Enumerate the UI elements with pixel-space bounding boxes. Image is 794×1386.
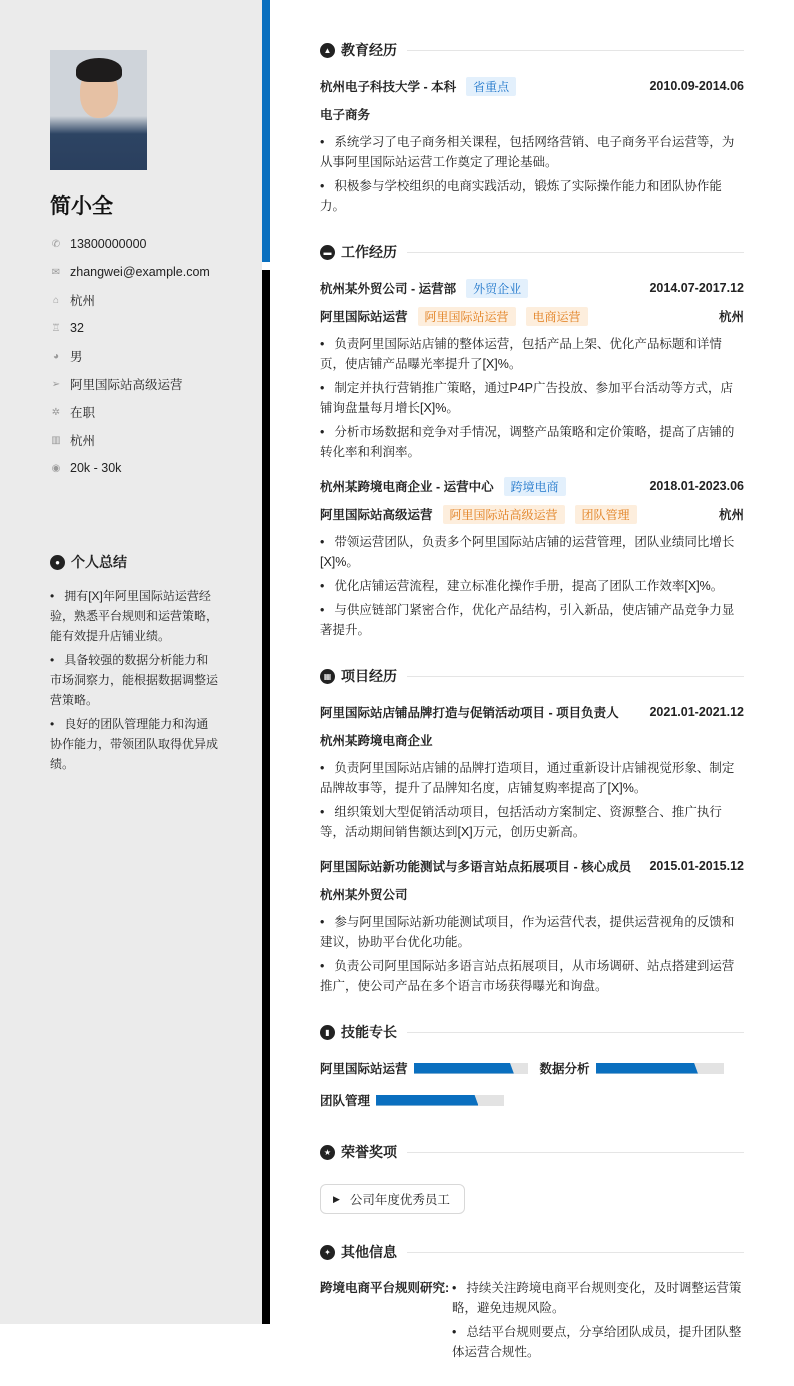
bullet: • — [452, 1281, 457, 1295]
header-divider — [407, 1252, 744, 1253]
info-text: zhangwei@example.com — [70, 265, 210, 279]
award-item[interactable] — [320, 1184, 465, 1214]
phone-icon: ✆ — [51, 238, 61, 250]
skill-bar — [414, 1063, 528, 1074]
list-item — [452, 1322, 744, 1362]
item-text: 制定并执行营销推广策略，通过P4P广告投放、参加平台活动等方式，店铺询盘量每月增长[X]%。 — [320, 381, 734, 415]
section-title: 教育经历 — [341, 42, 397, 58]
bullet: • — [320, 761, 325, 775]
graduation-cap-icon: ▲ — [320, 43, 335, 58]
info-text: 阿里国际站高级运营 — [70, 378, 183, 392]
header-divider — [407, 252, 744, 253]
entry-date: 2015.01-2015.12 — [649, 859, 744, 873]
entry-subtitle: 阿里国际站高级运营 — [320, 508, 433, 522]
section-other — [320, 1242, 744, 1366]
header-divider — [407, 676, 744, 677]
info-row — [50, 230, 210, 258]
section-skills — [320, 1022, 744, 1122]
list-item — [320, 176, 744, 216]
entry-subtag: 阿里国际站运营 — [418, 307, 516, 326]
bullet: • — [320, 381, 325, 395]
building-icon: ▥ — [51, 434, 61, 446]
section-header — [320, 1022, 744, 1042]
header-divider — [407, 1152, 744, 1153]
list-item — [452, 1278, 744, 1318]
section-title: 工作经历 — [341, 244, 397, 260]
info-row — [50, 286, 210, 314]
section-header — [320, 666, 744, 686]
list-item — [320, 334, 744, 374]
entry-location: 杭州 — [718, 508, 744, 522]
entry — [320, 278, 744, 462]
list-item — [320, 912, 744, 952]
section-education — [320, 40, 744, 216]
item-text: 带领运营团队，负责多个阿里国际站店铺的运营管理，团队业绩同比增长[X]%。 — [320, 535, 735, 569]
entry-title-row — [320, 76, 744, 96]
entry-subtitle: 杭州某跨境电商企业 — [320, 734, 433, 748]
info-text: 杭州 — [70, 434, 96, 448]
summary-text: 具备较强的数据分析能力和市场洞察力，能根据数据调整运营策略。 — [50, 653, 219, 707]
list-item — [320, 378, 744, 418]
skill-fill — [596, 1063, 698, 1074]
entry-title-row — [320, 856, 744, 876]
item-text: 负责公司阿里国际站多语言站点拓展项目，从市场调研、站点搭建到运营推广，使公司产品在多个语言市场获得曝光和询盘。 — [320, 959, 735, 993]
other-value — [452, 1278, 744, 1366]
item-text: 优化店铺运营流程，建立标准化操作手册，提高了团队工作效率[X]%。 — [334, 579, 724, 593]
entry-tag: 跨境电商 — [504, 477, 566, 496]
summary-text: 拥有[X]年阿里国际站运营经验，熟悉平台规则和运营策略，能有效提升店铺业绩。 — [50, 589, 219, 643]
info-text: 杭州 — [70, 294, 96, 308]
list-item — [320, 600, 744, 640]
entry-sub-row — [320, 306, 744, 326]
skill-fill — [414, 1063, 514, 1074]
accent-strip — [262, 0, 270, 262]
entry-title: 杭州某跨境电商企业 - 运营中心 — [320, 480, 494, 494]
user-icon: ● — [50, 555, 65, 570]
gender-icon: ◕ — [52, 350, 60, 362]
skill-name: 阿里国际站运营 — [320, 1062, 408, 1076]
send-icon: ➢ — [51, 378, 61, 390]
play-icon: ▶ — [333, 1193, 340, 1204]
item-text: 分析市场数据和竞争对手情况，调整产品策略和定价策略，提高了店铺的转化率和利润率。 — [320, 425, 735, 459]
entry-subtitle: 杭州某外贸公司 — [320, 888, 408, 902]
entry-tag: 外贸企业 — [466, 279, 528, 298]
section-work — [320, 242, 744, 640]
entry — [320, 476, 744, 640]
bullet: • — [320, 805, 325, 819]
entry-sub-row — [320, 730, 744, 750]
home-icon: ⌂ — [52, 294, 60, 306]
item-text: 总结平台规则要点，分享给团队成员，提升团队整体运营合规性。 — [452, 1325, 742, 1359]
bullet: • — [320, 337, 325, 351]
grid-icon: ▦ — [320, 669, 335, 684]
item-text: 参与阿里国际站新功能测试项目，作为运营代表，提供运营视角的反馈和建议，协助平台优化功能。 — [320, 915, 735, 949]
bullet: • — [320, 179, 325, 193]
main-content — [320, 40, 744, 1386]
entry — [320, 856, 744, 996]
bullet: • — [320, 535, 325, 549]
divider-strip — [262, 270, 270, 1324]
item-text: 与供应链部门紧密合作，优化产品结构，引入新品，使店铺产品竞争力显著提升。 — [320, 603, 735, 637]
bullet: • — [320, 959, 325, 973]
list-item — [320, 802, 744, 842]
other-key: 跨境电商平台规则研究: — [320, 1281, 450, 1295]
item-text: 负责阿里国际站店铺的整体运营，包括产品上架、优化产品标题和详情页，使店铺产品曝光率提升了[X]%。 — [320, 337, 722, 371]
entry-tag: 省重点 — [466, 77, 516, 96]
info-icon: ✦ — [320, 1245, 335, 1260]
section-projects — [320, 666, 744, 996]
list-item — [320, 422, 744, 462]
item-text: 持续关注跨境电商平台规则变化，及时调整运营策略，避免违规风险。 — [452, 1281, 742, 1315]
list-item — [320, 576, 744, 596]
other-entry — [320, 1278, 744, 1366]
profile-name: 简小全 — [50, 195, 113, 218]
info-row — [50, 398, 210, 426]
cake-icon: ♖ — [51, 322, 61, 334]
info-text: 32 — [70, 321, 84, 335]
section-header — [320, 1242, 744, 1262]
entry-subtag: 电商运营 — [526, 307, 588, 326]
entry-title-row — [320, 476, 744, 496]
header-divider — [407, 50, 744, 51]
entry-subtag: 阿里国际站高级运营 — [443, 505, 565, 524]
info-text: 在职 — [70, 406, 96, 420]
list-item — [320, 758, 744, 798]
item-text: 系统学习了电子商务相关课程，包括网络营销、电子商务平台运营等，为从事阿里国际站运营工作奠定了理论基础。 — [320, 135, 735, 169]
item-text: 组织策划大型促销活动项目，包括活动方案制定、资源整合、推广执行等，活动期间销售额达到[X]万元，创历史新高。 — [320, 805, 722, 839]
summary-title: 个人总结 — [71, 554, 127, 570]
list-item — [320, 956, 744, 996]
section-title: 荣誉奖项 — [341, 1144, 397, 1160]
info-row — [50, 342, 210, 370]
skill-item — [320, 1090, 504, 1110]
bullet: • — [50, 653, 55, 667]
skill-name: 团队管理 — [320, 1094, 371, 1108]
item-text: 负责阿里国际站店铺的品牌打造项目，通过重新设计店铺视觉形象、制定品牌故事等，提升了品牌知名度，店铺复购率提高了[X]%。 — [320, 761, 735, 795]
section-title: 项目经历 — [341, 668, 397, 684]
list-item — [320, 532, 744, 572]
entry-date: 2018.01-2023.06 — [649, 479, 744, 493]
mail-icon: ✉ — [51, 266, 61, 278]
info-row — [50, 426, 210, 454]
entry-sub-row — [320, 104, 744, 124]
info-text: 20k - 30k — [70, 461, 122, 475]
bullet: • — [50, 717, 55, 731]
info-row — [50, 454, 210, 482]
section-title: 其他信息 — [341, 1244, 397, 1260]
entry-subtag: 团队管理 — [575, 505, 637, 524]
briefcase-icon: ▬ — [320, 245, 335, 260]
entry — [320, 76, 744, 216]
summary-item — [50, 586, 220, 646]
entry-title: 阿里国际站店铺品牌打造与促销活动项目 - 项目负责人 — [320, 706, 619, 720]
skill-item — [320, 1058, 528, 1078]
info-row — [50, 370, 210, 398]
entry-date: 2010.09-2014.06 — [649, 79, 744, 93]
bullet: • — [320, 915, 325, 929]
section-header — [320, 40, 744, 60]
entry-date: 2014.07-2017.12 — [649, 281, 744, 295]
entry-location: 杭州 — [718, 310, 744, 324]
item-text: 积极参与学校组织的电商实践活动，锻炼了实际操作能力和团队协作能力。 — [320, 179, 722, 213]
summary-item — [50, 650, 220, 710]
summary-item — [50, 714, 220, 774]
section-header — [320, 1142, 744, 1162]
entry-title: 阿里国际站新功能测试与多语言站点拓展项目 - 核心成员 — [320, 860, 632, 874]
bullet: • — [452, 1325, 457, 1339]
skill-bar — [376, 1095, 504, 1106]
info-text: 13800000000 — [70, 237, 147, 251]
bullet: • — [320, 579, 325, 593]
skill-item — [540, 1058, 724, 1078]
bullet: • — [50, 589, 55, 603]
entry-title-row — [320, 278, 744, 298]
award-icon: ★ — [320, 1145, 335, 1160]
skill-fill — [376, 1095, 478, 1106]
list-item — [320, 132, 744, 172]
award-text: 公司年度优秀员工 — [349, 1193, 450, 1207]
skill-name: 数据分析 — [539, 1062, 590, 1076]
entry-date: 2021.01-2021.12 — [649, 705, 744, 719]
salary-icon: ◉ — [51, 462, 61, 474]
info-row — [50, 314, 210, 342]
section-header — [320, 242, 744, 262]
skill-bar — [596, 1063, 724, 1074]
entry-subtitle: 电子商务 — [320, 108, 371, 122]
entry-title: 杭州电子科技大学 - 本科 — [320, 80, 457, 94]
avatar — [50, 50, 147, 170]
entry-title-row — [320, 702, 744, 722]
bullet: • — [320, 603, 325, 617]
bullet: • — [320, 425, 325, 439]
bullet: • — [320, 135, 325, 149]
entry-sub-row — [320, 884, 744, 904]
profile-info — [50, 230, 210, 482]
summary-text: 良好的团队管理能力和沟通协作能力，带领团队取得优异成绩。 — [50, 717, 219, 771]
entry-sub-row — [320, 504, 744, 524]
info-row — [50, 258, 210, 286]
section-awards — [320, 1142, 744, 1222]
chart-icon: ▮ — [320, 1025, 335, 1040]
entry-title: 杭州某外贸公司 - 运营部 — [320, 282, 457, 296]
section-title: 技能专长 — [341, 1024, 397, 1040]
status-icon: ✲ — [51, 406, 61, 418]
info-text: 男 — [70, 350, 83, 364]
entry-subtitle: 阿里国际站运营 — [320, 310, 408, 324]
summary-section — [50, 552, 220, 778]
skills-list — [320, 1058, 744, 1122]
entry — [320, 702, 744, 842]
header-divider — [407, 1032, 744, 1033]
